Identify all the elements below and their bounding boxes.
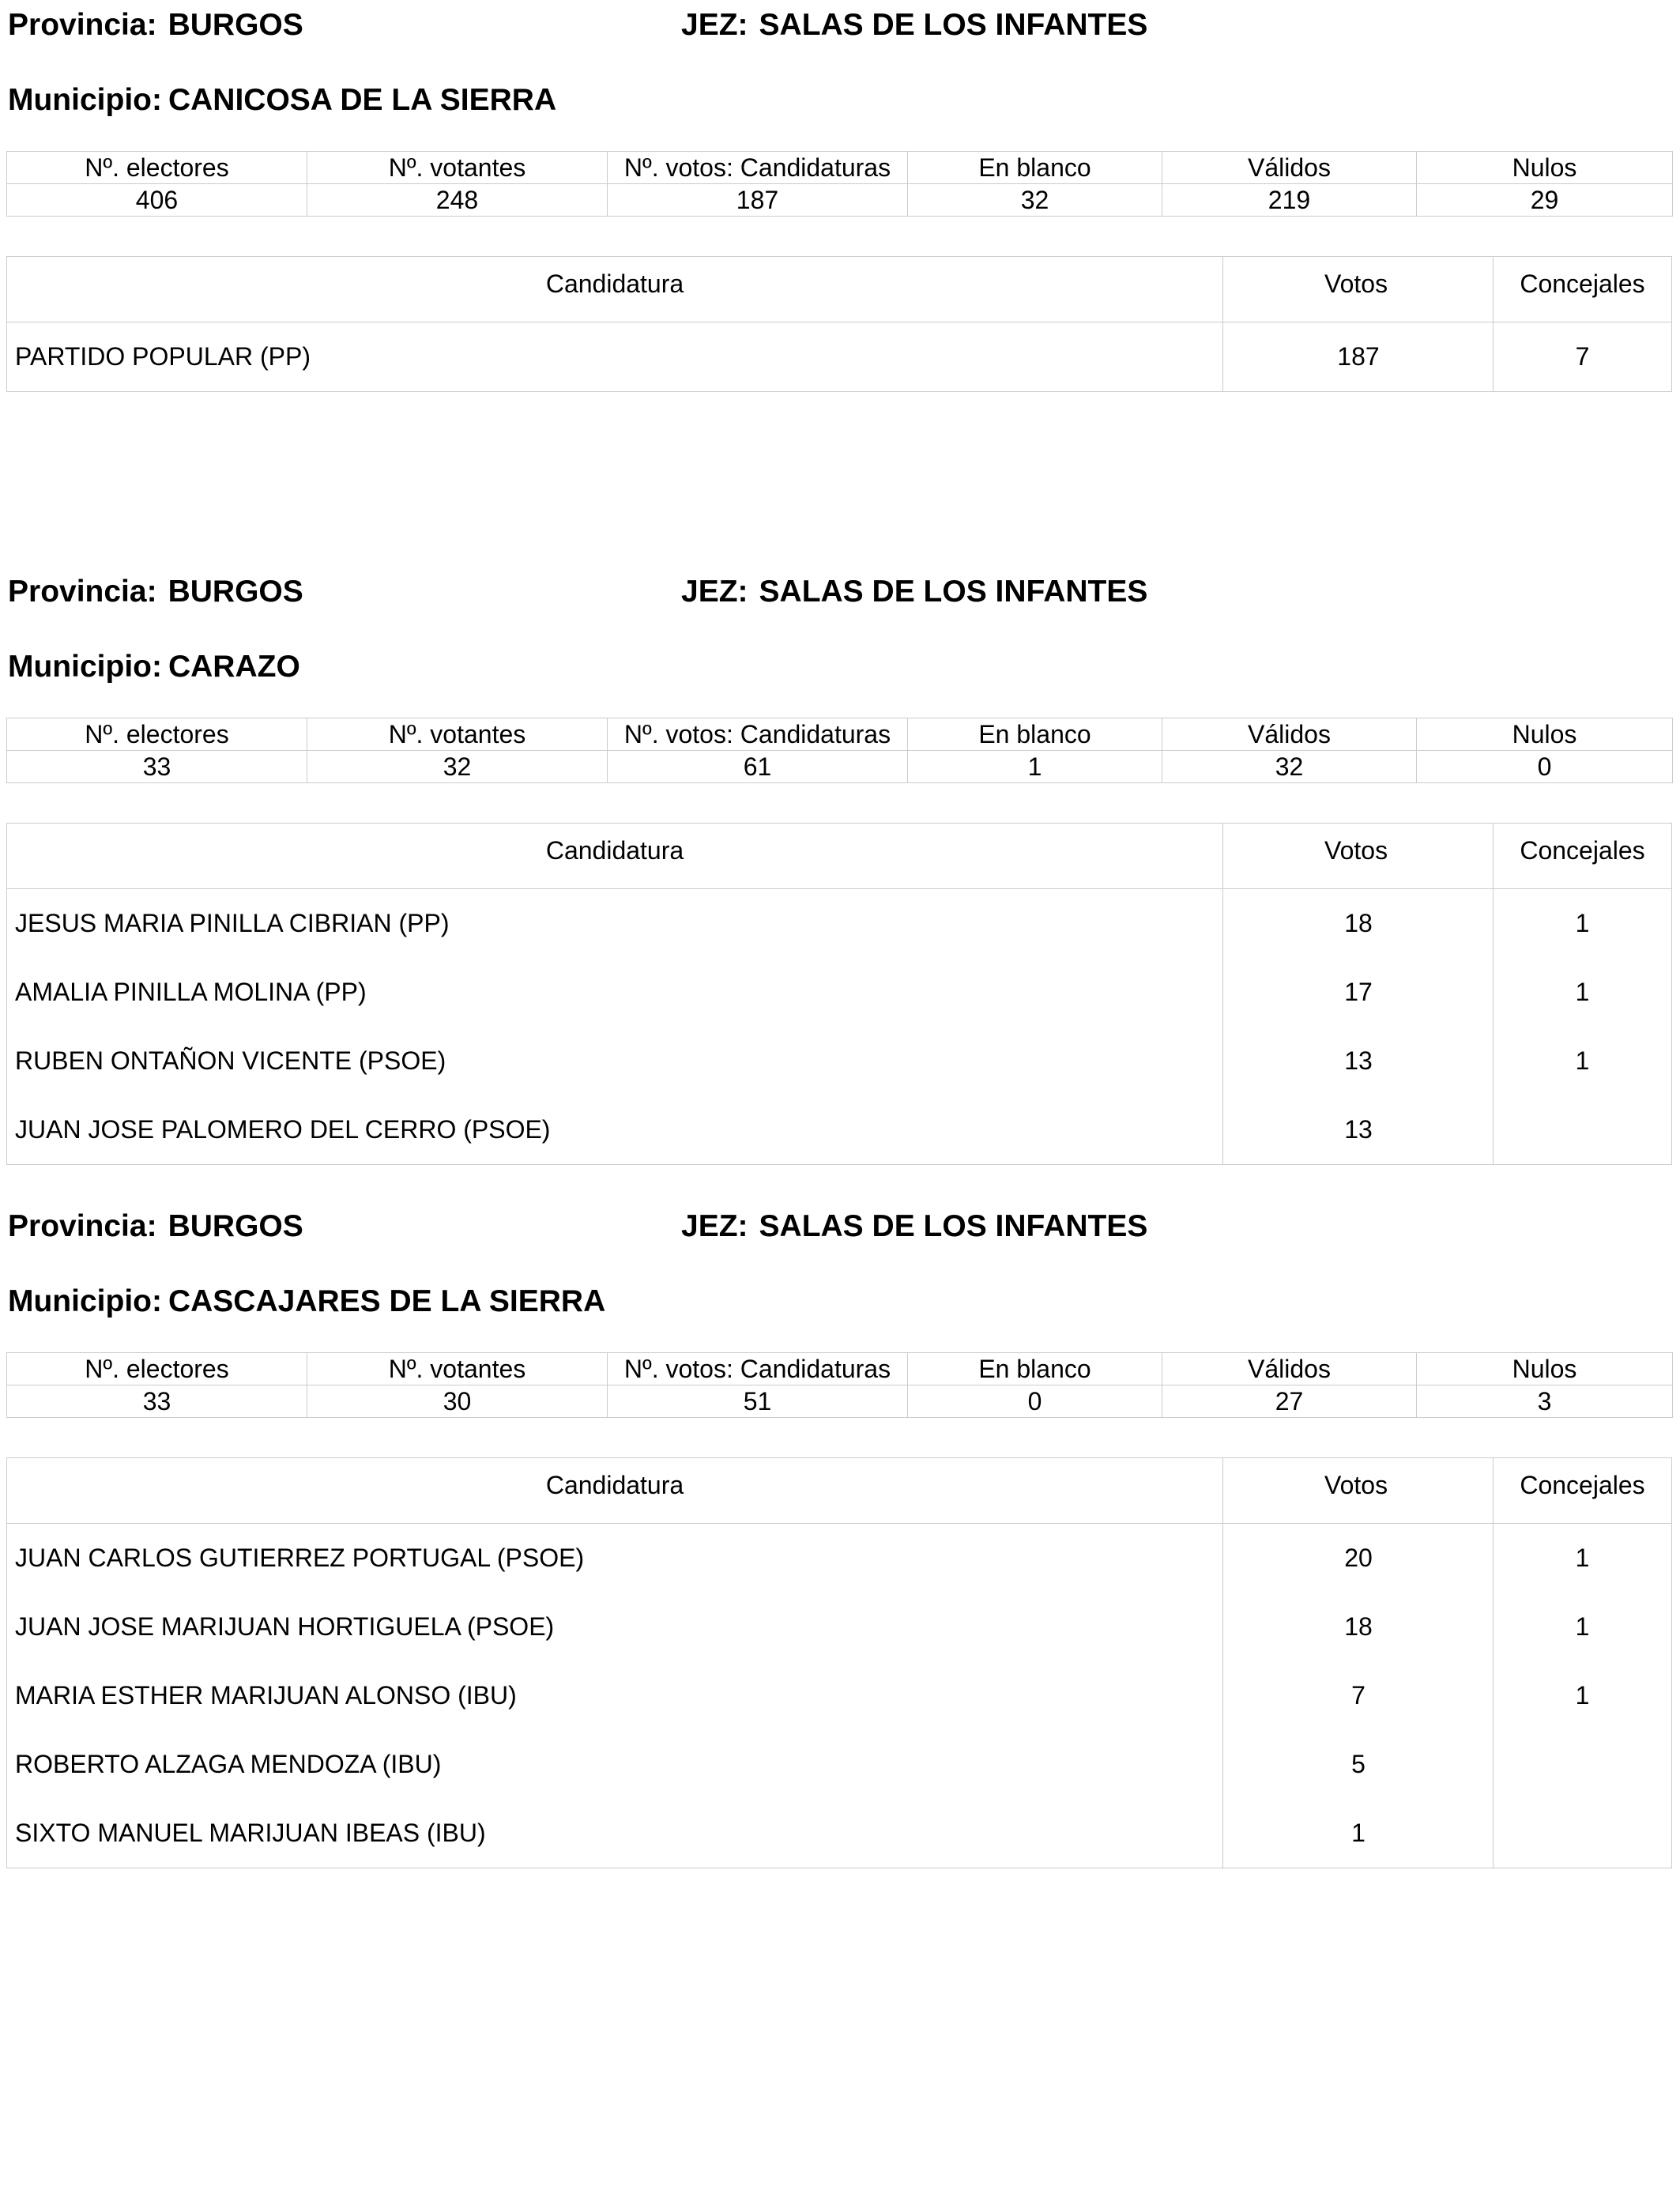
stats-value-row — [7, 1385, 1673, 1418]
candidate-row — [7, 1593, 1671, 1661]
candidate-votos: 7 — [1222, 1661, 1494, 1730]
stats-header-row — [7, 718, 1673, 751]
municipio-header — [8, 1284, 605, 1319]
stats-header-row — [7, 152, 1673, 184]
candidate-votos: 187 — [1222, 322, 1494, 391]
stats-header-en-blanco: En blanco — [908, 1353, 1162, 1385]
jez-value: SALAS DE LOS INFANTES — [759, 8, 1148, 42]
jez-value: SALAS DE LOS INFANTES — [759, 575, 1148, 609]
municipio-label: Municipio: — [8, 83, 162, 117]
stats-header-nulos: Nulos — [1417, 152, 1673, 184]
candidate-votos: 20 — [1222, 1524, 1494, 1593]
candidate-name: PARTIDO POPULAR (PP) — [15, 342, 311, 371]
candidates-table — [6, 1457, 1672, 1868]
candidate-concejales: 1 — [1493, 1661, 1671, 1730]
stats-header-validos: Válidos — [1162, 718, 1417, 751]
stats-value-electores: 33 — [7, 1385, 307, 1418]
stats-header-electores: Nº. electores — [7, 718, 307, 751]
stats-value-votos-candidaturas: 187 — [608, 184, 908, 217]
candidate-row — [7, 889, 1671, 958]
concejales-header: Concejales — [1493, 824, 1671, 888]
stats-header-votantes: Nº. votantes — [307, 718, 608, 751]
municipio-value: CANICOSA DE LA SIERRA — [168, 83, 557, 117]
stats-value-votantes: 248 — [307, 184, 608, 217]
stats-table — [6, 718, 1673, 783]
stats-value-votantes: 30 — [307, 1385, 608, 1418]
stats-header-votos-candidaturas: Nº. votos: Candidaturas — [608, 1353, 908, 1385]
candidate-votos: 17 — [1222, 958, 1494, 1027]
candidates-table — [6, 823, 1672, 1165]
candidate-row — [7, 1799, 1671, 1868]
votos-header: Votos — [1222, 257, 1494, 322]
candidates-header-row — [7, 257, 1671, 322]
provincia-value: BURGOS — [168, 8, 303, 42]
candidate-votos: 13 — [1222, 1095, 1494, 1164]
candidatura-header: Candidatura — [545, 836, 684, 865]
candidate-row — [7, 1661, 1671, 1730]
candidate-name: JUAN CARLOS GUTIERREZ PORTUGAL (PSOE) — [15, 1544, 585, 1572]
candidate-votos: 1 — [1222, 1799, 1494, 1868]
stats-value-votantes: 32 — [307, 751, 608, 783]
provincia-value: BURGOS — [168, 1209, 303, 1243]
candidate-name: RUBEN ONTAÑON VICENTE (PSOE) — [15, 1046, 446, 1075]
stats-value-row — [7, 751, 1673, 783]
stats-header-electores: Nº. electores — [7, 152, 307, 184]
stats-header-votos-candidaturas: Nº. votos: Candidaturas — [608, 718, 908, 751]
provincia-header — [8, 1209, 303, 1244]
stats-value-electores: 33 — [7, 751, 307, 783]
candidate-row — [7, 1095, 1671, 1164]
stats-header-votos-candidaturas: Nº. votos: Candidaturas — [608, 152, 908, 184]
municipio-header — [8, 83, 556, 118]
candidate-votos: 13 — [1222, 1027, 1494, 1095]
concejales-header: Concejales — [1493, 1458, 1671, 1523]
jez-header — [681, 8, 1147, 43]
candidate-row — [7, 322, 1671, 391]
stats-header-en-blanco: En blanco — [908, 718, 1162, 751]
candidate-concejales: 1 — [1493, 1524, 1671, 1593]
candidate-votos: 5 — [1222, 1730, 1494, 1799]
candidate-concejales: 1 — [1493, 889, 1671, 958]
stats-header-validos: Válidos — [1162, 152, 1417, 184]
stats-table — [6, 1352, 1673, 1418]
candidates-header-row — [7, 824, 1671, 889]
provincia-label: Provincia: — [8, 8, 157, 42]
candidatura-header: Candidatura — [545, 1471, 684, 1499]
candidate-votos: 18 — [1222, 1593, 1494, 1661]
candidate-concejales — [1493, 1799, 1671, 1868]
municipio-label: Municipio: — [8, 1284, 162, 1318]
stats-value-nulos: 0 — [1417, 751, 1673, 783]
candidate-name: AMALIA PINILLA MOLINA (PP) — [15, 978, 367, 1006]
candidate-name: SIXTO MANUEL MARIJUAN IBEAS (IBU) — [15, 1819, 486, 1847]
candidate-concejales: 1 — [1493, 1593, 1671, 1661]
candidate-concejales — [1493, 1730, 1671, 1799]
municipio-label: Municipio: — [8, 650, 162, 684]
stats-value-en-blanco: 32 — [908, 184, 1162, 217]
stats-header-votantes: Nº. votantes — [307, 1353, 608, 1385]
stats-header-nulos: Nulos — [1417, 718, 1673, 751]
candidate-row — [7, 958, 1671, 1027]
stats-header-row — [7, 1353, 1673, 1385]
candidate-votos: 18 — [1222, 889, 1494, 958]
municipio-header — [8, 650, 300, 684]
votos-header: Votos — [1222, 824, 1494, 888]
municipio-value: CARAZO — [168, 650, 300, 684]
candidate-name: JUAN JOSE MARIJUAN HORTIGUELA (PSOE) — [15, 1612, 555, 1641]
provincia-header — [8, 575, 303, 609]
municipality-section-canicosa — [0, 0, 1680, 395]
provincia-value: BURGOS — [168, 575, 303, 609]
jez-label: JEZ: — [681, 575, 748, 609]
candidate-concejales: 1 — [1493, 958, 1671, 1027]
candidate-concejales — [1493, 1095, 1671, 1164]
candidate-name: JUAN JOSE PALOMERO DEL CERRO (PSOE) — [15, 1115, 551, 1144]
votos-header: Votos — [1222, 1458, 1494, 1523]
candidate-name: ROBERTO ALZAGA MENDOZA (IBU) — [15, 1750, 442, 1778]
candidate-row — [7, 1027, 1671, 1095]
jez-label: JEZ: — [681, 1209, 748, 1243]
provincia-header — [8, 8, 303, 43]
stats-value-votos-candidaturas: 61 — [608, 751, 908, 783]
jez-header — [681, 1209, 1147, 1244]
concejales-header: Concejales — [1493, 257, 1671, 322]
stats-value-votos-candidaturas: 51 — [608, 1385, 908, 1418]
candidate-row — [7, 1524, 1671, 1593]
candidates-table — [6, 256, 1672, 392]
stats-header-validos: Válidos — [1162, 1353, 1417, 1385]
jez-value: SALAS DE LOS INFANTES — [759, 1209, 1148, 1243]
municipality-section-cascajares — [0, 1201, 1680, 1881]
stats-header-nulos: Nulos — [1417, 1353, 1673, 1385]
jez-header — [681, 575, 1147, 609]
stats-table — [6, 151, 1673, 217]
stats-value-validos: 27 — [1162, 1385, 1417, 1418]
stats-value-electores: 406 — [7, 184, 307, 217]
municipio-value: CASCAJARES DE LA SIERRA — [168, 1284, 606, 1318]
provincia-label: Provincia: — [8, 575, 157, 609]
stats-value-row — [7, 184, 1673, 217]
jez-label: JEZ: — [681, 8, 748, 42]
candidate-concejales: 7 — [1493, 322, 1671, 391]
candidates-header-row — [7, 1458, 1671, 1524]
municipality-section-carazo — [0, 567, 1680, 1167]
stats-header-electores: Nº. electores — [7, 1353, 307, 1385]
stats-value-en-blanco: 1 — [908, 751, 1162, 783]
candidate-row — [7, 1730, 1671, 1799]
stats-value-nulos: 29 — [1417, 184, 1673, 217]
stats-value-validos: 32 — [1162, 751, 1417, 783]
stats-header-votantes: Nº. votantes — [307, 152, 608, 184]
candidatura-header: Candidatura — [545, 270, 684, 298]
provincia-label: Provincia: — [8, 1209, 157, 1243]
stats-header-en-blanco: En blanco — [908, 152, 1162, 184]
stats-value-validos: 219 — [1162, 184, 1417, 217]
stats-value-nulos: 3 — [1417, 1385, 1673, 1418]
candidate-name: JESUS MARIA PINILLA CIBRIAN (PP) — [15, 909, 450, 937]
stats-value-en-blanco: 0 — [908, 1385, 1162, 1418]
candidate-concejales: 1 — [1493, 1027, 1671, 1095]
candidate-name: MARIA ESTHER MARIJUAN ALONSO (IBU) — [15, 1681, 517, 1710]
